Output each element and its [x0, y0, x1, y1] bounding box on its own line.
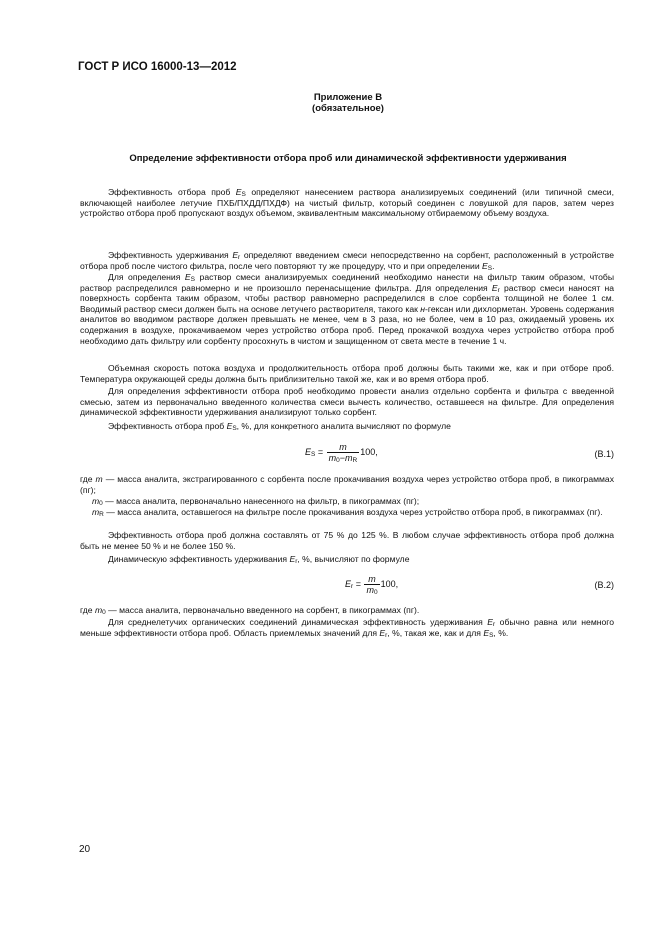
- equation-number: (В.1): [594, 449, 614, 459]
- paragraph: Объемная скорость потока воздуха и продолжительность отбора проб должны быть такими же, как и при отборе проб. Температура окружающей среды должна быть приблизительно такой же, как и во время отбора проб.: [80, 363, 614, 384]
- equation-number: (В.2): [594, 580, 614, 590]
- where-item: где $m_0$ — масса аналита, первоначально введенного на сорбент, в пикограммах (пг).: [80, 605, 420, 616]
- fraction: $\frac{m}{m_0-m_R}$: [328, 442, 358, 464]
- annex-title: Приложение В: [313, 92, 383, 103]
- section-title: Определение эффективности отбора проб или динамической эффективности удерживания: [129, 153, 567, 164]
- paragraph: Для определения эффективности отбора проб необходимо провести анализ отдельно сорбента и фильтра с введенной смесью, затем из первоначально введенного количества смеси вычесть количество, оставшееся на фильтре. Для определения динамической эффективности удерживания анализируют только сорбент.: [80, 386, 614, 418]
- paragraph: Эффективность отбора проб должна составлять от 75 % до 125 %. В любом случае эффективность отбора проб должна быть не менее 50 % и не более 150 %.: [80, 530, 614, 551]
- equation-b2: $E_r$ = $\frac{m}{m_0}$ 100, (В.2): [345, 574, 614, 596]
- annex-status: (обязательное): [312, 103, 384, 114]
- equation-b1: $E_S$ = $\frac{m}{m_0-m_R}$ 100, (В.1): [305, 442, 614, 464]
- where-item: $m_R$ — масса аналита, оставшегося на фильтре после прокачивания воздуха через устройство отбора проб, в пикограммах (пг).: [92, 507, 603, 518]
- where-item: $m_0$ — масса аналита, первоначально нанесенного на фильтр, в пикограммах (пг);: [92, 496, 420, 507]
- standard-header: ГОСТ Р ИСО 16000-13—2012: [78, 61, 237, 73]
- page-number: 20: [79, 844, 91, 855]
- where-item: где m — масса аналита, экстрагированного с сорбента после прокачивания воздуха через устройство отбора проб, в пикограммах (пг);: [80, 474, 615, 495]
- paragraph: Эффективность отбора проб $E_S$ определяют нанесением раствора анализируемых соединений (или типичной смеси, включающей наиболее летучие ПХБ/ПХДД/ПХДФ) на чистый фильтр, который соединен с ловушкой для паров, затем через устройство отбора проб пропускают воздух объемом, эквивалентным максимальному отбираемому объему воздуха.: [80, 187, 614, 219]
- paragraph: Для среднелетучих органических соединений динамическая эффективность удерживания $E_r$ обычно равна или немного меньше эффективности отбора проб. Область приемлемых значений для $E_r$, %, такая же, как и для $E_S$, %.: [80, 617, 614, 639]
- paragraph: Эффективность отбора проб $E_S$, %, для конкретного аналита вычисляют по формуле: [108, 421, 451, 432]
- paragraph: Динамическую эффективность удерживания $E_r$, %, вычисляют по формуле: [108, 554, 410, 565]
- fraction: $\frac{m}{m_0}$: [366, 574, 378, 596]
- paragraph: Для определения $E_S$ раствор смеси анализируемых соединений необходимо нанести на фильтр таким образом, чтобы раствор распределился равномерно и не произошло перенасыщение фильтра. Для определения $E_r$ раствор смеси наносят на поверхность сорбента таким образом, чтобы раствор равномерно распределился в слое сорбента толщиной не более 1 см. Вводимый раствор смеси должен быть на основе летучего растворителя, такого как н-гексан или дихлорметан. Уровень содержания аналитов во вводимом растворе должен превышать не менее, чем в 3 раза, но не более, чем в 10 раз, ожидаемый уровень их содержания в воздухе, прокачиваемом через устройство отбора проб. Перед прокачкой воздуха через устройство отбора проб необходимо дать фильтру или сорбенту просохнуть в чистом и защищенном от света месте в течение 1 ч.: [80, 272, 614, 346]
- paragraph: Эффективность удерживания $E_r$ определяют введением смеси непосредственно на сорбент, расположенный в устройстве отбора проб после чистого фильтра, после чего повторяют ту же процедуру, что и при определении $E_S$.: [80, 250, 614, 272]
